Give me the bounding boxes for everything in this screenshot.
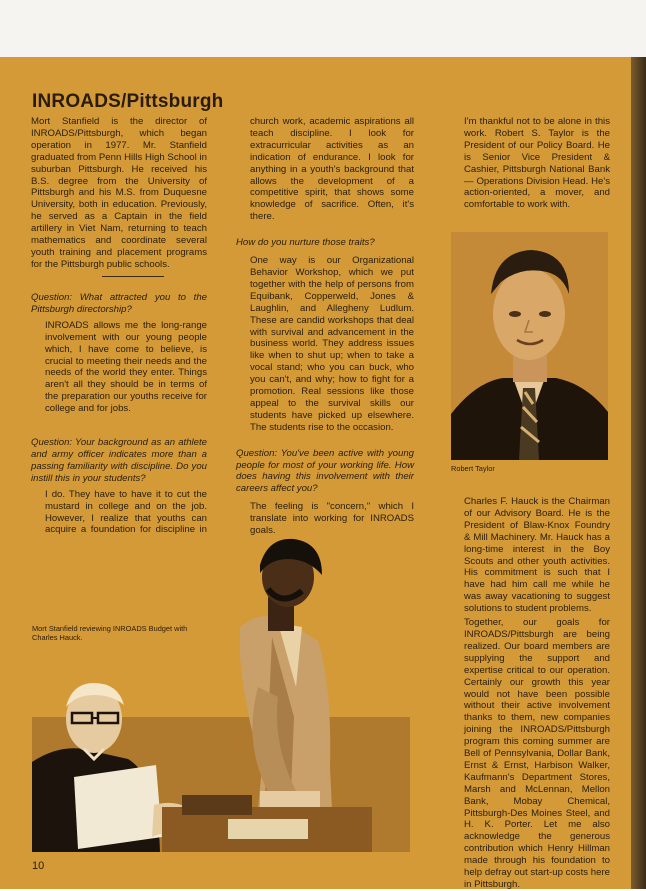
answer-4: The feeling is "concern," which I translate into working for INROADS goals.: [250, 501, 414, 537]
column-2: [236, 116, 414, 537]
answer-2-continued: church work, academic aspirations all teach discipline. I look for extracurricular activities as an indication of endurance. I look for anything in a youth's background that allows the development of a competitive spirit, that shows some knowledge of sacrifice. Often, it's there.: [250, 116, 414, 223]
section-divider: [102, 276, 164, 277]
budget-review-image: [32, 537, 410, 852]
answer-2: I do. They have to have it to cut the mustard in college and on the job. However, I realize that youths can acquire a foundation for discipline in: [45, 488, 207, 536]
column-1: [31, 116, 207, 271]
budget-review-photo: [32, 537, 410, 852]
paragraph-goals: Together, our goals for INROADS/Pittsburgh are being realized. Our board members are supplying the support and expertise critical to our operation. Certainly our growth this year would not have been possible without their active involvement thanks to them, new companies joining the INROADS/Pittsburgh program this coming summer are Bell of Pennsylvania, Dollar Bank, Ernst & Ernst, Harbison Walker, Kaufmann's Department Stores, Marsh and McLennan, Mellon Bank, Mobay Chemical, Pittsburgh-Des Moines Steel, and H. K. Porter. Let me also acknowledge the generous contribution which Henry Hillman made through his foundation to help defray out start-up costs here in Pittsburgh.: [464, 617, 610, 890]
scan-background: [0, 0, 646, 57]
intro-paragraph: Mort Stanfield is the director of INROADS/Pittsburgh, which began operation in 1977. Mr. Stanfield graduated from Penn Hills High School in suburban Pittsburgh. He received his B.S. degree from the University of Pittsburgh and his M.S. from Duquesne University, both in education. Previously, he served as a Captain in the field artillery in Viet Nam, returning to teach mathematics and coordinate several youth training and placement programs for the Pittsburgh public schools.: [31, 116, 207, 270]
robert-taylor-photo: [451, 232, 608, 460]
question-1: Question: What attracted you to the Pittsburgh directorship?: [31, 292, 207, 315]
paragraph-taylor: I'm thankful not to be alone in this work. Robert S. Taylor is the President of our Policy Board. He is Senior Vice President & Cashier, Pittsburgh National Bank — Operations Division Head. He's action-oriented, a mover, and comfortable to work with.: [464, 116, 610, 211]
answer-3: One way is our Organizational Behavior Workshop, which we put together with the help of persons from Equibank, Copperweld, Jones & Laughlin, and Allegheny Ludlum. These are candid workshops that deal with survival and advancement in the business world. They address issues like when to shut up; when to take a vocal stand; who you can buck, who you can't, and why; how to fight for a promotion. Real sessions like those appeal to the survival skills our students have picked up elsewhere. The students rise to the occasion.: [250, 255, 414, 433]
answer-1: INROADS allows me the long-range involvement with our young people which, I have come to believe, is crucial to meeting their needs and the needs of the world they enter. Things aren't all they should be in terms of the preparation our youths receive for college and for jobs.: [45, 319, 207, 415]
robert-taylor-caption: Robert Taylor: [451, 464, 495, 473]
column-3-lower: [450, 496, 610, 891]
question-4: Question: You've been active with young people for most of your working life. How does having this involvement with their careers affect you?: [236, 447, 414, 495]
question-3: How do you nurture those traits?: [236, 237, 375, 249]
column-3: [450, 116, 610, 211]
page-number: 10: [32, 860, 45, 872]
binding-edge: [631, 57, 646, 889]
portrait-image: [451, 232, 608, 460]
article-title: INROADS/Pittsburgh: [32, 91, 224, 112]
column-1-interview: [31, 292, 207, 548]
paragraph-hauck: Charles F. Hauck is the Chairman of our Advisory Board. He is the President of Blaw-Knox Foundry & Mill Machinery. Mr. Hauck has a long-time interest in the Boy Scouts and other youth activities. His commitment is such that I have had him call me while he was away vacationing to suggest solutions to student problems.: [464, 496, 610, 615]
budget-review-caption: Mort Stanfield reviewing INROADS Budget with Charles Hauck.: [32, 624, 188, 642]
question-2: Question: Your background as an athlete and army officer indicates more than a passing familiarity with discipline. Do you instill this in your students?: [31, 437, 207, 484]
